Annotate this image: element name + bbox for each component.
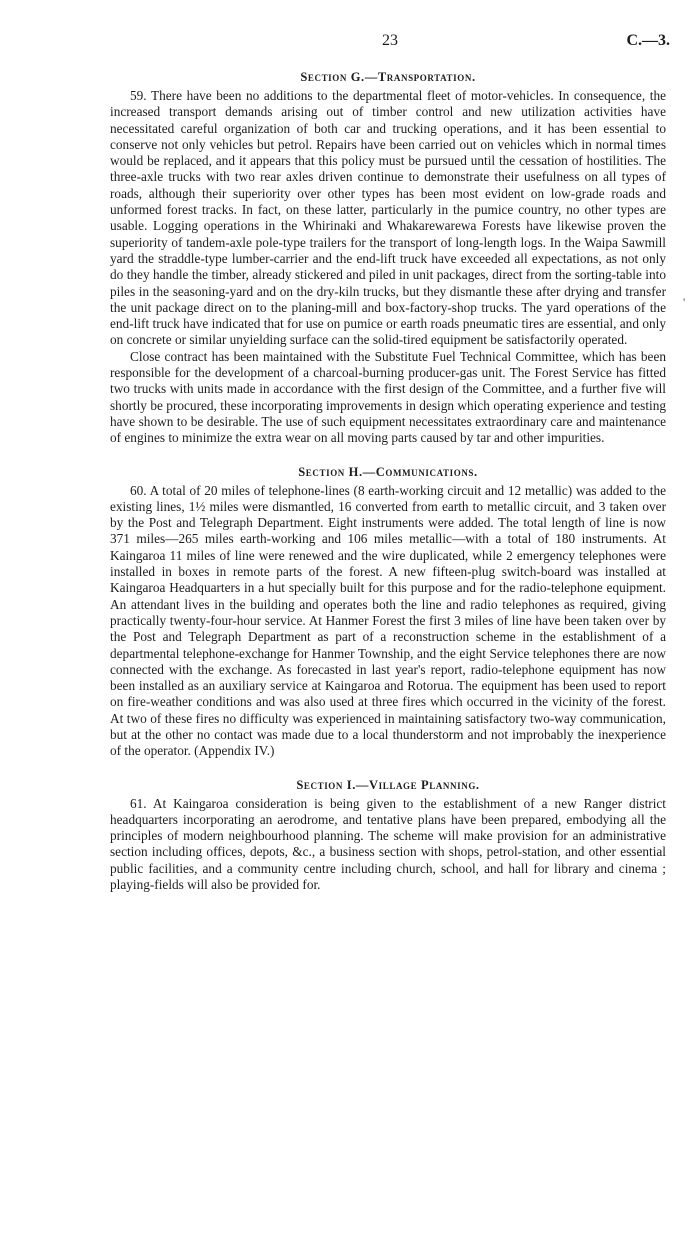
section-heading-communications: Section H.—Communications. xyxy=(298,464,478,479)
page-header xyxy=(110,32,670,52)
section-heading-transportation: Section G.—Transportation. xyxy=(300,70,476,84)
paragraph-59: 59. There have been no additions to the departmental fleet of motor-vehicles. In consequence, the increased transport demands arising out of timber control and new utilization activities have necessitated careful organization of both car and trucking operations, and it has been essential to conserve not only vehicles but petrol. Repairs have been carried out on vehicles which in normal times would be replaced, and it appears that this policy must be pursued until the cessation of hostilities. The three-axle trucks with two rear axles driven continue to demonstrate their usefulness on all types of roads, although their superiority over other types has been most evident on low-grade roads and unformed forest tracks. In fact, on these latter, particularly in the pumice country, no other types are usable. Logging operations in the Whirinaki and Whakarewarewa Forests have likewise proven the superiority of tandem-axle pole-type trailers for the transport of long-length logs. In the Waipa Sawmill yard the straddle-type lumber-carrier and the end-lift truck have exceeded all expectations, as not only do they handle the timber, already stickered and piled in unit packages, direct from the sorting-table into piles in the seasoning-yard and on the dry-kiln trucks, but they dismantle these after drying and transfer the unit package direct on to the planing-mill and box-factory-shop trucks. The yard operations of the end-lift truck have indicated that for use on pumice or earth roads pneumatic tires are essential, and only on concrete or similar unyielding surface can the solid-tired equipment be satisfactorily operated. xyxy=(110,88,666,348)
page-number: 23 xyxy=(382,32,398,49)
margin-mark: ' xyxy=(683,295,686,309)
paragraph-60: 60. A total of 20 miles of telephone-lines (8 earth-working circuit and 12 metallic) was added to the existing lines, 1½ miles were dismantled, 16 converted from earth to metallic circuit, and 3 taken over by the Post and Telegraph Department. Eight instruments were added. The total length of line is now 371 miles—265 miles earth-working and 106 miles metallic—with a total of 180 instruments. At Kaingaroa 11 miles of line were renewed and the wire duplicated, while 2 emergency telephones were installed in boxes in remote parts of the forest. A new fifteen-plug switch-board was installed at Kaingaroa Headquarters in a hut specially built for this purpose and for the radio-telephone equipment. An attendant lives in the building and operates both the line and radio telephones as required, giving practically twenty-four-hour service. At Hanmer Forest the first 3 miles of line have been taken over by the Post and Telegraph Department as part of a reconstruction scheme in the establishment of a departmental telephone-exchange for Hanmer Township, and the eight Service telephones there are now connected with the exchange. As forecasted in last year's report, radio-telephone equipment has now been installed as an auxiliary service at Kaingaroa and Rotorua. The equipment has been used to report on fire-weather conditions and was also used at three fires which occurred in the vicinity of the forest. At two of these fires no difficulty was experienced in maintaining satisfactory two-way communication, but at the other no contact was made due to a local thunderstorm and not improbably the inexperience of the operator. (Appendix IV.) xyxy=(110,482,666,759)
paragraph-substitute-fuel: Close contract has been maintained with the Substitute Fuel Technical Committee, which has been responsible for the development of a charcoal-burning producer-gas unit. The Forest Service has fitted two trucks with units made in accordance with the first design of the Committee, and a further five will shortly be procured, these incorporating improvements in design which operating experience and testing have shown to be desirable. The use of such equipment necessitates extraordinary care and maintenance of engines to minimize the extra wear on all moving parts caused by tar and other impurities. xyxy=(110,348,666,446)
paragraph-61: 61. At Kaingaroa consideration is being given to the establishment of a new Ranger district headquarters incorporating an aerodrome, and tentative plans have been prepared, embodying all the principles of modern neighbourhood planning. The scheme will make provision for an administrative section including offices, depots, &c., a business section with shops, petrol-station, and other essential public facilities, and a community centre including church, school, and hall for library and cinema ; playing-fields will also be provided for. xyxy=(110,795,666,893)
document-body xyxy=(110,66,666,893)
section-heading-village-planning: Section I.—Village Planning. xyxy=(296,777,480,792)
document-reference: C.—3. xyxy=(626,32,670,49)
